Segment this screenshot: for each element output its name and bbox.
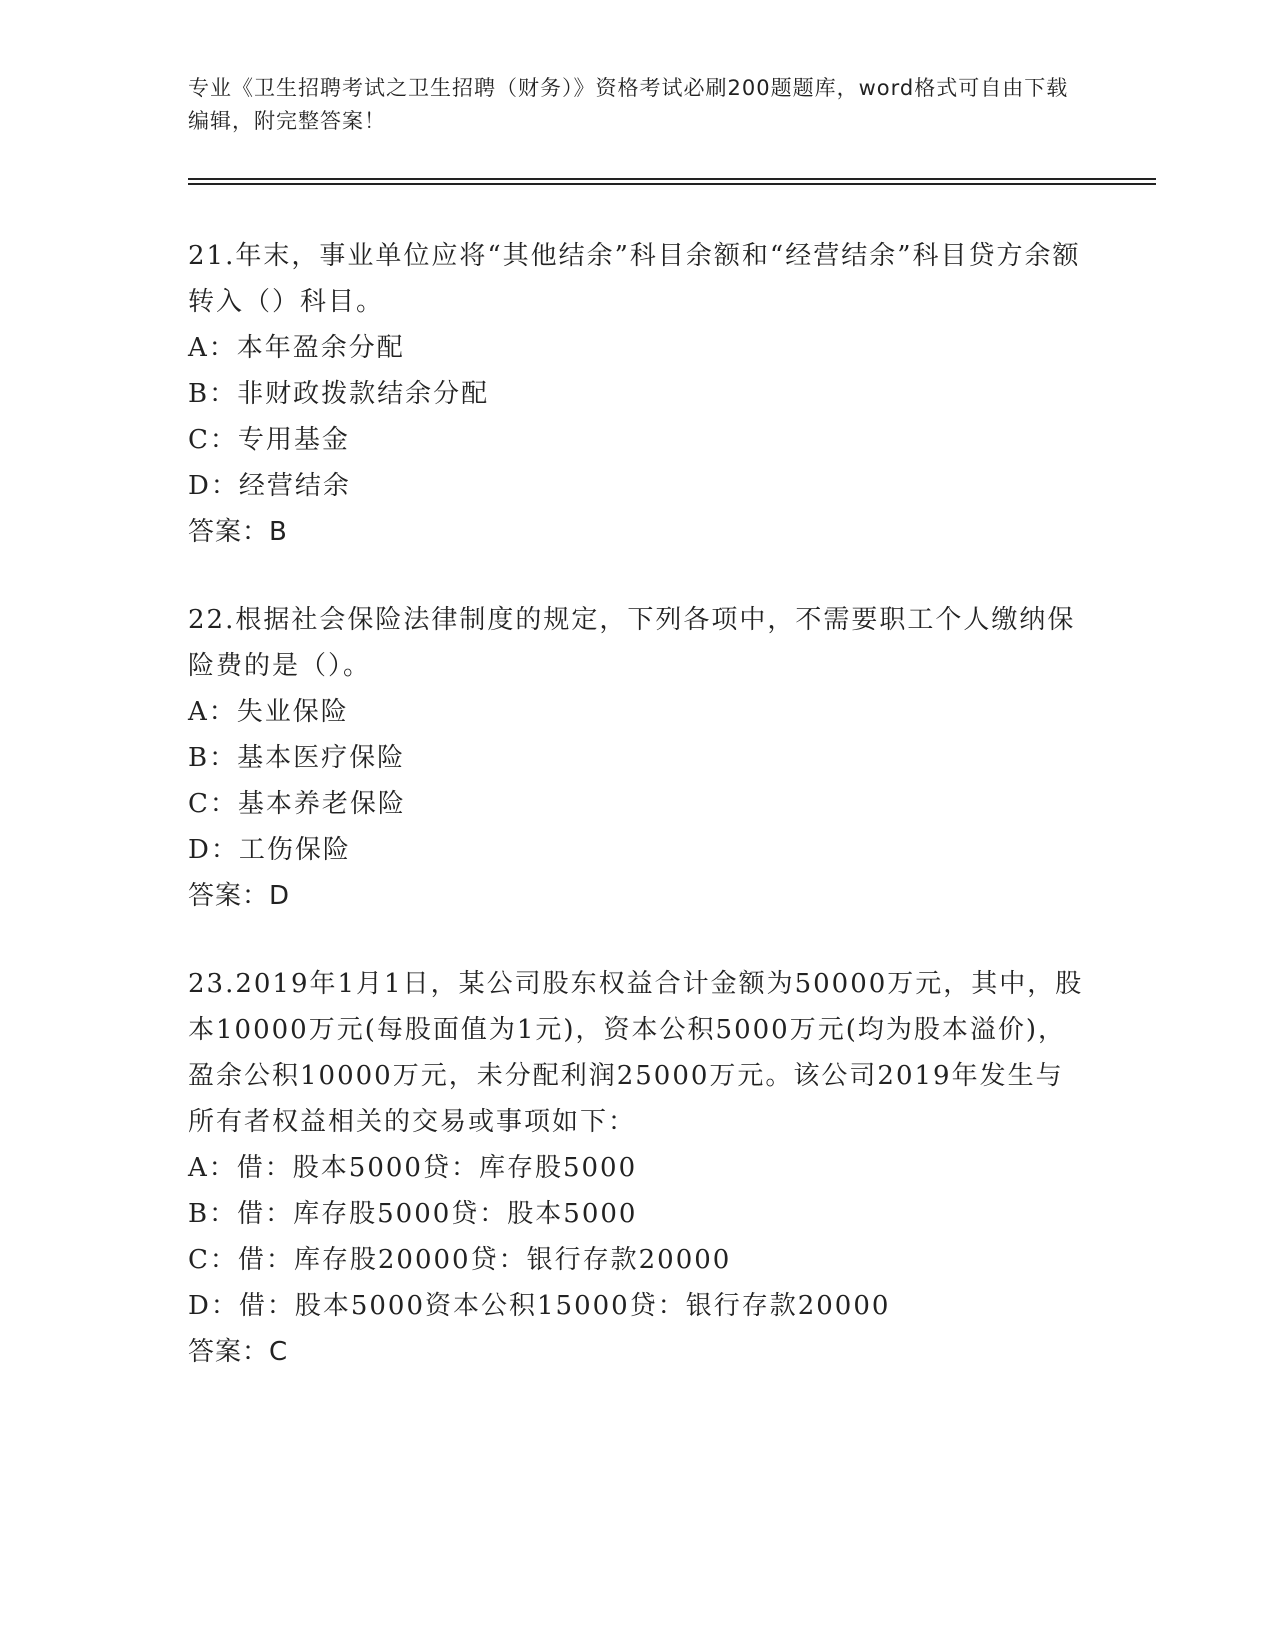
- answer: 答案：C: [188, 1337, 289, 1367]
- option-b: B：非财政拨款结余分配: [188, 379, 490, 409]
- option-d: D：工伤保险: [188, 835, 351, 865]
- option-c: C：基本养老保险: [188, 789, 406, 819]
- answer: 答案：D: [188, 881, 291, 911]
- option-a: A：借：股本5000贷：库存股5000: [188, 1153, 638, 1183]
- document-header: 专业《卫生招聘考试之卫生招聘（财务）》资格考试必刷200题题库，word格式可自由下载编辑，附完整答案！: [188, 76, 1069, 133]
- question-22: [188, 597, 1088, 919]
- option-d: D：经营结余: [188, 471, 351, 501]
- option-b: B：基本医疗保险: [188, 743, 406, 773]
- header-divider-top: [188, 178, 1156, 180]
- answer: 答案：B: [188, 517, 288, 547]
- option-d: D：借：股本5000资本公积15000贷：银行存款20000: [188, 1291, 891, 1321]
- option-c: C：专用基金: [188, 425, 350, 455]
- question-stem: 21.年末，事业单位应将“其他结余”科目余额和“经营结余”科目贷方余额转入（）科目。: [188, 241, 1081, 317]
- option-b: B：借：库存股5000贷：股本5000: [188, 1199, 638, 1229]
- option-c: C：借：库存股20000贷：银行存款20000: [188, 1245, 732, 1275]
- question-stem: 22.根据社会保险法律制度的规定，下列各项中，不需要职工个人缴纳保险费的是（）。: [188, 605, 1076, 681]
- header-divider-bottom: [188, 183, 1156, 185]
- option-a: A：本年盈余分配: [188, 333, 405, 363]
- question-23: [188, 961, 1088, 1375]
- question-stem: 23.2019年1月1日，某公司股东权益合计金额为50000万元，其中，股本10000万元(每股面值为1元)，资本公积5000万元(均为股本溢价)，盈余公积10000万元，未分配利润25000万元。该公司2019年发生与所有者权益相关的交易或事项如下：: [188, 969, 1084, 1137]
- option-a: A：失业保险: [188, 697, 349, 727]
- question-21: [188, 233, 1088, 555]
